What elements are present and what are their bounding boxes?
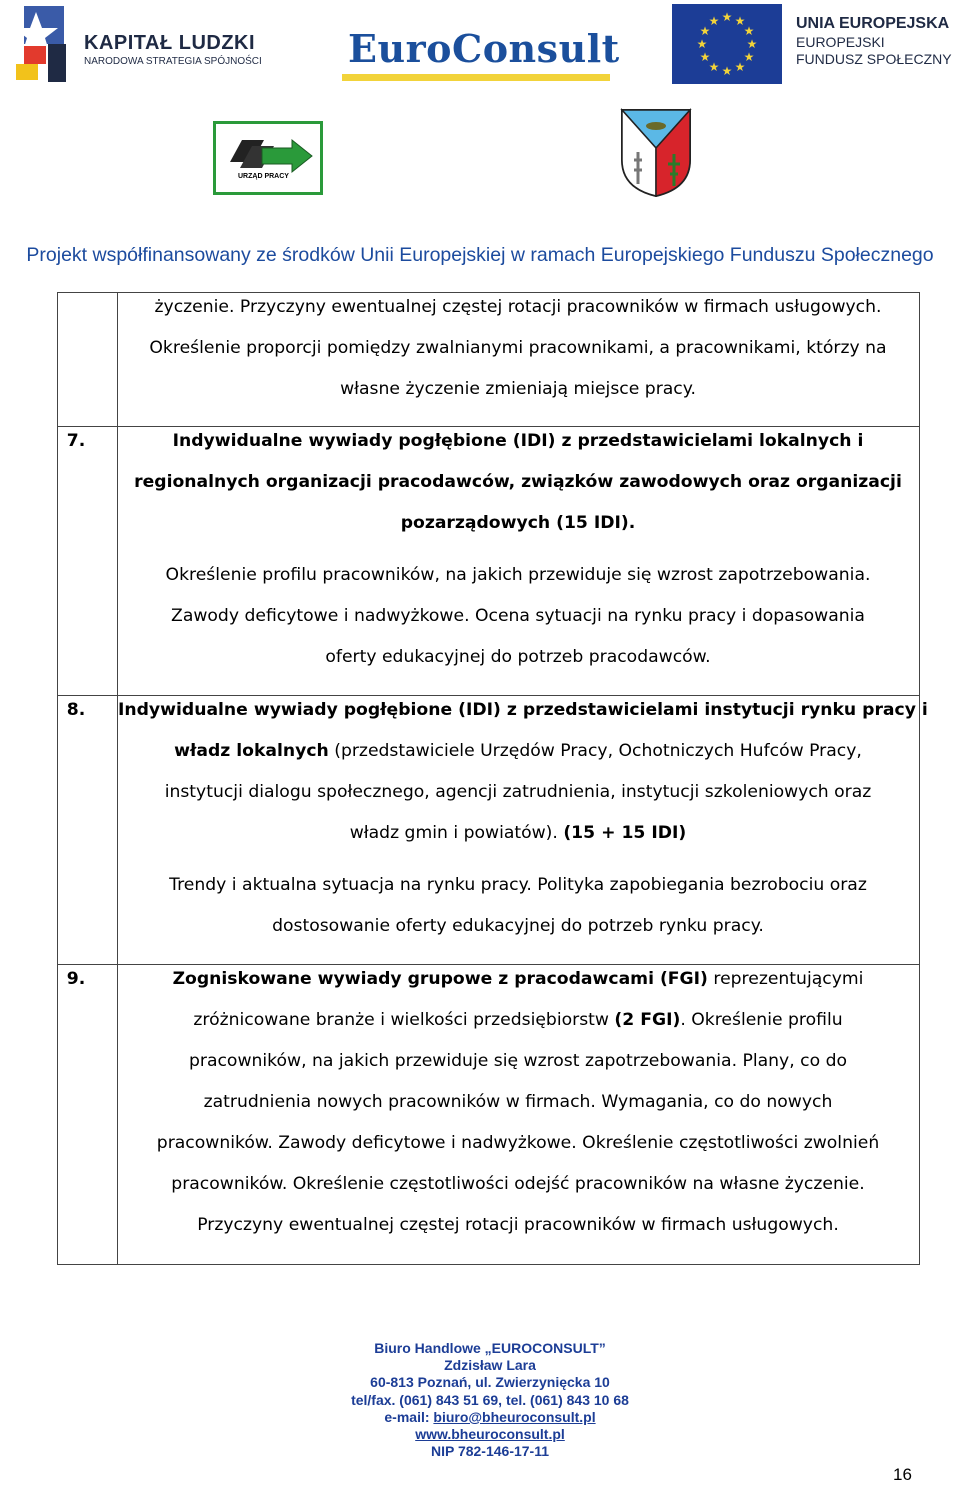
row-text-line: dostosowanie oferty edukacyjnej do potrzeb rynku pracy. bbox=[272, 916, 764, 936]
svg-text:★: ★ bbox=[699, 50, 711, 64]
svg-text:★: ★ bbox=[734, 60, 746, 74]
row-text-line: pracowników. Zawody deficytowe i nadwyżkowe. Określenie częstotliwości zwolnień bbox=[156, 1133, 880, 1153]
euroconsult-wordmark: EuroConsult bbox=[348, 26, 620, 71]
svg-text:★: ★ bbox=[708, 14, 720, 28]
row-bold-text: (2 FGI) bbox=[614, 1010, 681, 1030]
urzad-pracy-label: URZĄD PRACY bbox=[238, 173, 289, 180]
euroconsult-logo bbox=[340, 22, 620, 82]
row-heading-line: Indywidualne wywiady pogłębione (IDI) z przedstawicielami lokalnych i bbox=[172, 431, 864, 451]
eu-line-3: FUNDUSZ SPOŁECZNY bbox=[796, 51, 952, 67]
row-mixed-line bbox=[118, 731, 918, 772]
row-plain-text: władz gmin i powiatów). bbox=[349, 823, 564, 843]
row-text-line: Przyczyny ewentualnej częstej rotacji pracowników w firmach usługowych. bbox=[197, 1215, 839, 1235]
row-bold-text: Zogniskowane wywiady grupowe z pracodawcami (FGI) bbox=[172, 969, 708, 989]
row-text-line: własne życzenie zmieniają miejsce pracy. bbox=[340, 379, 696, 399]
coat-of-arms-icon bbox=[620, 108, 692, 198]
svg-text:★: ★ bbox=[743, 24, 755, 38]
kapital-ludzki-logo bbox=[14, 4, 264, 84]
footer-email-label: e-mail: bbox=[384, 1408, 434, 1425]
footer-email-line bbox=[0, 1409, 960, 1426]
table-row-continued bbox=[118, 287, 918, 410]
footer-website-line bbox=[0, 1426, 960, 1443]
row-text-line: Określenie profilu pracowników, na jakich przewiduje się wzrost zapotrzebowania. bbox=[165, 565, 871, 585]
page-number: 16 bbox=[893, 1465, 912, 1484]
eu-line-2: EUROPEJSKI bbox=[796, 34, 885, 50]
row-bold-text: (15 + 15 IDI) bbox=[563, 823, 687, 843]
row-bold-text: władz lokalnych bbox=[174, 741, 329, 761]
svg-text:★: ★ bbox=[721, 64, 733, 78]
row-heading-line: pozarządowych (15 IDI). bbox=[400, 513, 636, 533]
eu-logo-text bbox=[796, 14, 956, 68]
row-heading-line: Indywidualne wywiady pogłębione (IDI) z przedstawicielami instytucji rynku pracy i bbox=[118, 700, 928, 720]
row-mixed-line bbox=[118, 1000, 918, 1041]
footer-website-link[interactable]: www.bheuroconsult.pl bbox=[415, 1426, 565, 1443]
row-text-line: Trendy i aktualna sytuacja na rynku pracy. Polityka zapobiegania bezrobociu oraz bbox=[169, 875, 867, 895]
svg-text:★: ★ bbox=[708, 60, 720, 74]
footer-phones: tel/fax. (061) 843 51 69, tel. (061) 843 10 68 bbox=[351, 1391, 629, 1408]
row-text-line: pracowników. Określenie częstotliwości odejść pracowników na własne życzenie. bbox=[171, 1174, 865, 1194]
table-row-8-body bbox=[118, 865, 918, 947]
urzad-pracy-arrow-icon bbox=[216, 124, 320, 192]
euroconsult-underline bbox=[342, 74, 610, 81]
footer-email-link[interactable]: biuro@bheuroconsult.pl bbox=[433, 1408, 596, 1425]
footer-person: Zdzisław Lara bbox=[444, 1357, 536, 1374]
row-mixed-line bbox=[118, 959, 918, 1000]
eu-line-1: UNIA EUROPEJSKA bbox=[796, 15, 950, 32]
row-number: 9. bbox=[66, 969, 86, 989]
footer-address: 60-813 Poznań, ul. Zwierzynięcka 10 bbox=[370, 1374, 610, 1391]
footer-office: Biuro Handlowe „EUROCONSULT” bbox=[374, 1340, 606, 1356]
svg-text:★: ★ bbox=[734, 14, 746, 28]
row-text-line: zatrudnienia nowych pracowników w firmach. Wymagania, co do nowych bbox=[203, 1092, 833, 1112]
row-text-line: życzenie. Przyczyny ewentualnej częstej rotacji pracowników w firmach usługowych. bbox=[154, 297, 882, 317]
footer-nip: NIP 782-146-17-11 bbox=[430, 1443, 550, 1460]
row-number: 7. bbox=[66, 431, 86, 451]
row-plain-text: . Określenie profilu bbox=[680, 1010, 843, 1030]
row-plain-text: (przedstawiciele Urzędów Pracy, Ochotniczych Hufców Pracy, bbox=[328, 741, 862, 761]
row-plain-text: zróżnicowane branże i wielkości przedsiębiorstw bbox=[193, 1010, 615, 1030]
svg-text:★: ★ bbox=[746, 37, 758, 51]
table-row-9 bbox=[118, 959, 918, 1246]
row-text-line: oferty edukacyjnej do potrzeb pracodawców. bbox=[325, 647, 711, 667]
row-number: 8. bbox=[66, 700, 86, 720]
row-text-line: Określenie proporcji pomiędzy zwalnianymi pracownikami, a pracownikami, którzy na bbox=[149, 338, 887, 358]
eu-flag-icon bbox=[672, 4, 782, 84]
row-plain-text: reprezentującymi bbox=[707, 969, 864, 989]
project-funding-line: Projekt współfinansowany ze środków Unii Europejskiej w ramach Europejskiego Funduszu Społecznego bbox=[26, 244, 934, 266]
table-row-7 bbox=[118, 421, 918, 544]
row-text-line: instytucji dialogu społecznego, agencji zatrudnienia, instytucji szkoleniowych oraz bbox=[164, 782, 872, 802]
urzad-pracy-logo bbox=[213, 121, 323, 195]
footer-contact bbox=[0, 1340, 960, 1460]
kapital-ludzki-subtitle: NARODOWA STRATEGIA SPÓJNOŚCI bbox=[84, 56, 262, 67]
row-text-line: pracowników, na jakich przewiduje się wzrost zapotrzebowania. Plany, co do bbox=[188, 1051, 848, 1071]
svg-text:★: ★ bbox=[721, 10, 733, 24]
row-heading-line: regionalnych organizacji pracodawców, związków zawodowych oraz organizacji bbox=[134, 472, 902, 492]
table-row-8 bbox=[118, 690, 928, 854]
table-row-7-body bbox=[118, 555, 918, 678]
kapital-ludzki-star-icon bbox=[14, 4, 78, 84]
kapital-ludzki-title: KAPITAŁ LUDZKI bbox=[84, 32, 256, 54]
row-mixed-line bbox=[118, 813, 918, 854]
svg-text:★: ★ bbox=[696, 37, 708, 51]
svg-text:★: ★ bbox=[743, 50, 755, 64]
row-text-line: Zawody deficytowe i nadwyżkowe. Ocena sytuacji na rynku pracy i dopasowania bbox=[171, 606, 865, 626]
svg-text:★: ★ bbox=[699, 24, 711, 38]
